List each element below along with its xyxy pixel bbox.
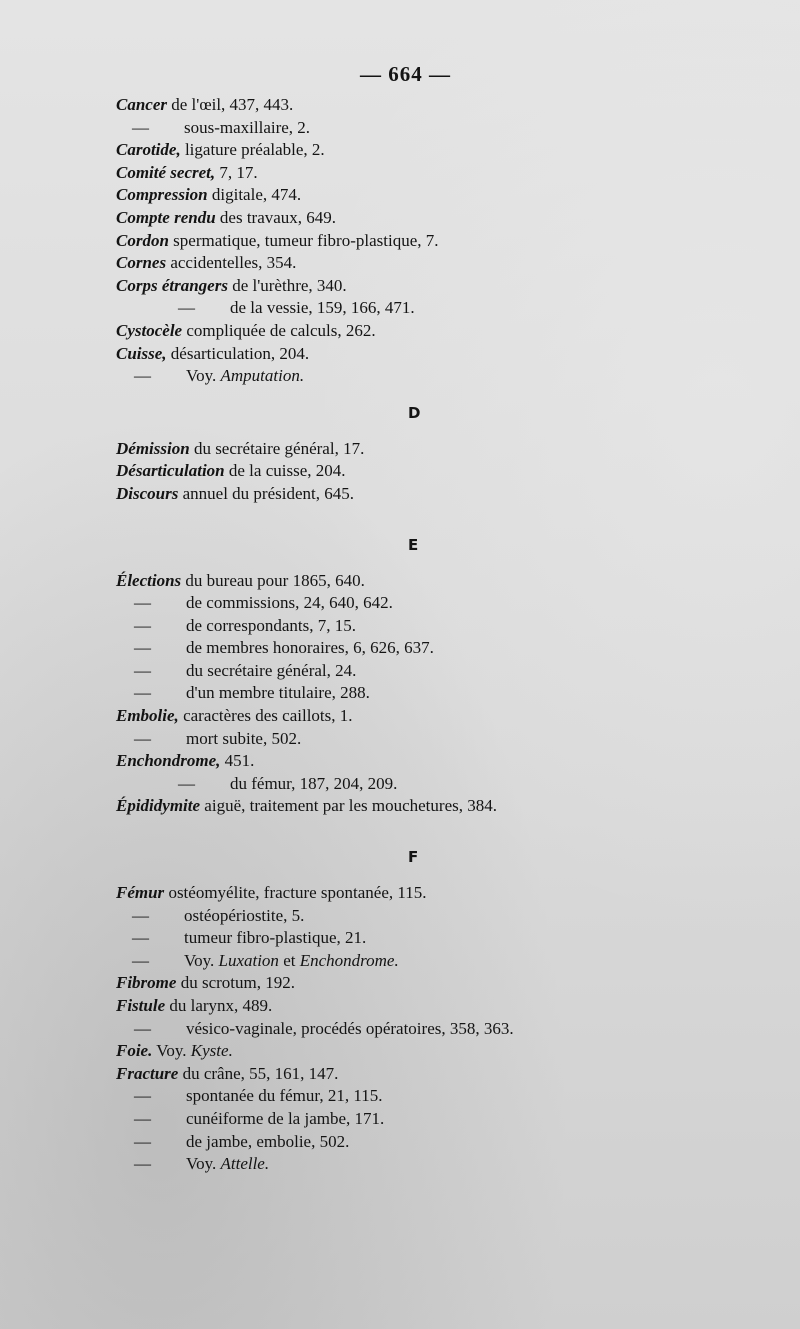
entry-keyword: Cornes [116,253,167,273]
entry-text: annuel du président, 645. [178,483,354,503]
index-entries [116,94,776,1176]
entry-text: cunéiforme de la jambe, 171. [186,1108,385,1128]
index-entry [116,927,776,950]
ditto-dash: — [134,366,151,386]
index-entry [116,705,776,728]
index-entry [116,1063,776,1086]
index-entry [116,1085,776,1108]
entry-text: du bureau pour 1865, 640. [181,570,365,590]
entry-keyword: Épididymite [116,796,201,816]
index-entry [116,1018,776,1041]
ditto-dash: — [132,950,149,970]
index-entry [116,950,776,973]
entry-text: de l'urèthre, 340. [227,275,347,295]
entry-text: de jambe, embolie, 502. [186,1131,350,1151]
entry-keyword: Fracture [116,1063,179,1083]
entry-text: du secrétaire général, 24. [186,660,357,680]
index-entry [116,660,776,683]
index-entry [116,750,776,773]
index-entry [116,162,776,185]
entry-text: Voy. [184,950,219,970]
ditto-dash: — [134,728,151,748]
entry-keyword: Corps étrangers [116,275,228,295]
index-entry [116,1131,776,1154]
entry-keyword: Cystocèle [116,320,183,340]
entry-text: de commissions, 24, 640, 642. [186,593,393,613]
entry-text: mort subite, 502. [186,728,302,748]
index-entry [116,139,776,162]
ditto-dash: — [134,1018,151,1038]
ditto-dash: — [132,905,149,925]
index-entry [116,995,776,1018]
section-letter: F [408,848,419,867]
entry-text: spermatique, tumeur fibro-plastique, 7. [168,230,439,250]
index-entry [116,773,776,796]
entry-text: compliquée de calculs, 262. [182,320,376,340]
entry-keyword: Démission [116,438,190,458]
entry-text: caractères des caillots, 1. [178,706,353,726]
ditto-dash: — [134,638,151,658]
entry-text: du scrotum, 192. [176,973,295,993]
index-entry [116,728,776,751]
index-entry [116,795,776,818]
entry-keyword: Élections [116,570,182,590]
index-entry [116,275,776,298]
entry-keyword: Compression [116,185,208,205]
entry-keyword: Fibrome [116,973,177,993]
index-entry [116,207,776,230]
spacer [116,426,776,438]
entry-keyword: Foie. [116,1041,153,1061]
ditto-dash: — [134,1108,151,1128]
entry-keyword: Carotide, [116,140,181,160]
index-entry [116,682,776,705]
index-entry [116,94,776,117]
index-entry [116,1108,776,1131]
cross-reference: Kyste. [190,1041,233,1061]
spacer [116,506,776,532]
index-entry [116,972,776,995]
entry-keyword: Cordon [116,230,169,250]
index-entry [116,117,776,140]
spacer [116,558,776,570]
index-entry [116,365,776,388]
index-entry [116,297,776,320]
entry-text: Voy. [186,1154,221,1174]
entry-keyword: Embolie, [116,706,179,726]
ditto-dash: — [134,1154,151,1174]
entry-text: vésico-vaginale, procédés opératoires, 358, 363. [186,1018,514,1038]
entry-text: du fémur, 187, 204, 209. [230,773,398,793]
entry-text: désarticulation, 204. [166,343,310,363]
spacer [116,818,776,844]
cross-reference: Amputation. [220,366,305,386]
ditto-dash: — [134,1131,151,1151]
entry-text: accidentelles, 354. [166,253,297,273]
page-number: — 664 — [360,62,451,86]
cross-reference: Enchondrome. [299,950,399,970]
entry-keyword: Désarticulation [116,461,225,481]
ditto-dash: — [132,117,149,137]
entry-text: du secrétaire général, 17. [189,438,365,458]
index-entry [116,343,776,366]
entry-keyword: Fémur [116,883,165,903]
entry-text: sous-maxillaire, 2. [184,117,311,137]
ditto-dash: — [134,660,151,680]
index-entry [116,637,776,660]
entry-text: de la vessie, 159, 166, 471. [230,298,415,318]
entry-keyword: Comité secret, [116,162,216,182]
ditto-dash: — [134,593,151,613]
index-entry [116,1153,776,1176]
entry-keyword: Cuisse, [116,343,167,363]
index-entry [116,615,776,638]
entry-text: des travaux, 649. [215,207,337,227]
index-entry [116,230,776,253]
ditto-dash: — [134,683,151,703]
index-entry [116,460,776,483]
entry-text: tumeur fibro-plastique, 21. [184,928,367,948]
entry-text: 451. [220,751,255,771]
entry-text: 7, 17. [215,162,258,182]
index-entry [116,320,776,343]
entry-text: et [278,950,300,970]
ditto-dash: — [134,615,151,635]
index-entry [116,882,776,905]
cross-reference: Attelle. [220,1154,270,1174]
section-letter: E [408,535,419,554]
entry-keyword: Enchondrome, [116,751,221,771]
index-entry [116,252,776,275]
index-entry [116,905,776,928]
entry-keyword: Discours [116,483,179,503]
index-entry [116,570,776,593]
entry-text: de correspondants, 7, 15. [186,615,356,635]
entry-text: de la cuisse, 204. [224,461,346,481]
entry-text: Voy. [186,366,221,386]
section-letter: D [408,403,421,422]
spacer [116,870,776,882]
index-entry [116,184,776,207]
spacer [116,388,776,400]
ditto-dash: — [178,773,195,793]
index-entry [116,483,776,506]
entry-text: aiguë, traitement par les mouchetures, 384. [200,796,497,816]
entry-text: Voy. [152,1041,191,1061]
entry-text: ostéomyélite, fracture spontanée, 115. [164,883,427,903]
ditto-dash: — [134,1086,151,1106]
entry-keyword: Compte rendu [116,207,216,227]
entry-text: de l'œil, 437, 443. [167,95,294,114]
ditto-dash: — [132,928,149,948]
index-entry [116,438,776,461]
entry-text: spontanée du fémur, 21, 115. [186,1086,383,1106]
entry-keyword: Cancer [116,95,167,114]
entry-text: de membres honoraires, 6, 626, 637. [186,638,434,658]
index-entry [116,1040,776,1063]
entry-text: ostéopériostite, 5. [184,905,305,925]
entry-text: du larynx, 489. [165,996,273,1015]
index-entry [116,592,776,615]
entry-text: d'un membre titulaire, 288. [186,683,370,703]
entry-text: du crâne, 55, 161, 147. [178,1063,339,1083]
entry-text: ligature préalable, 2. [180,140,325,160]
entry-text: digitale, 474. [207,185,302,205]
cross-reference: Luxation [218,950,279,970]
entry-keyword: Fistule [116,996,166,1015]
ditto-dash: — [178,298,195,318]
